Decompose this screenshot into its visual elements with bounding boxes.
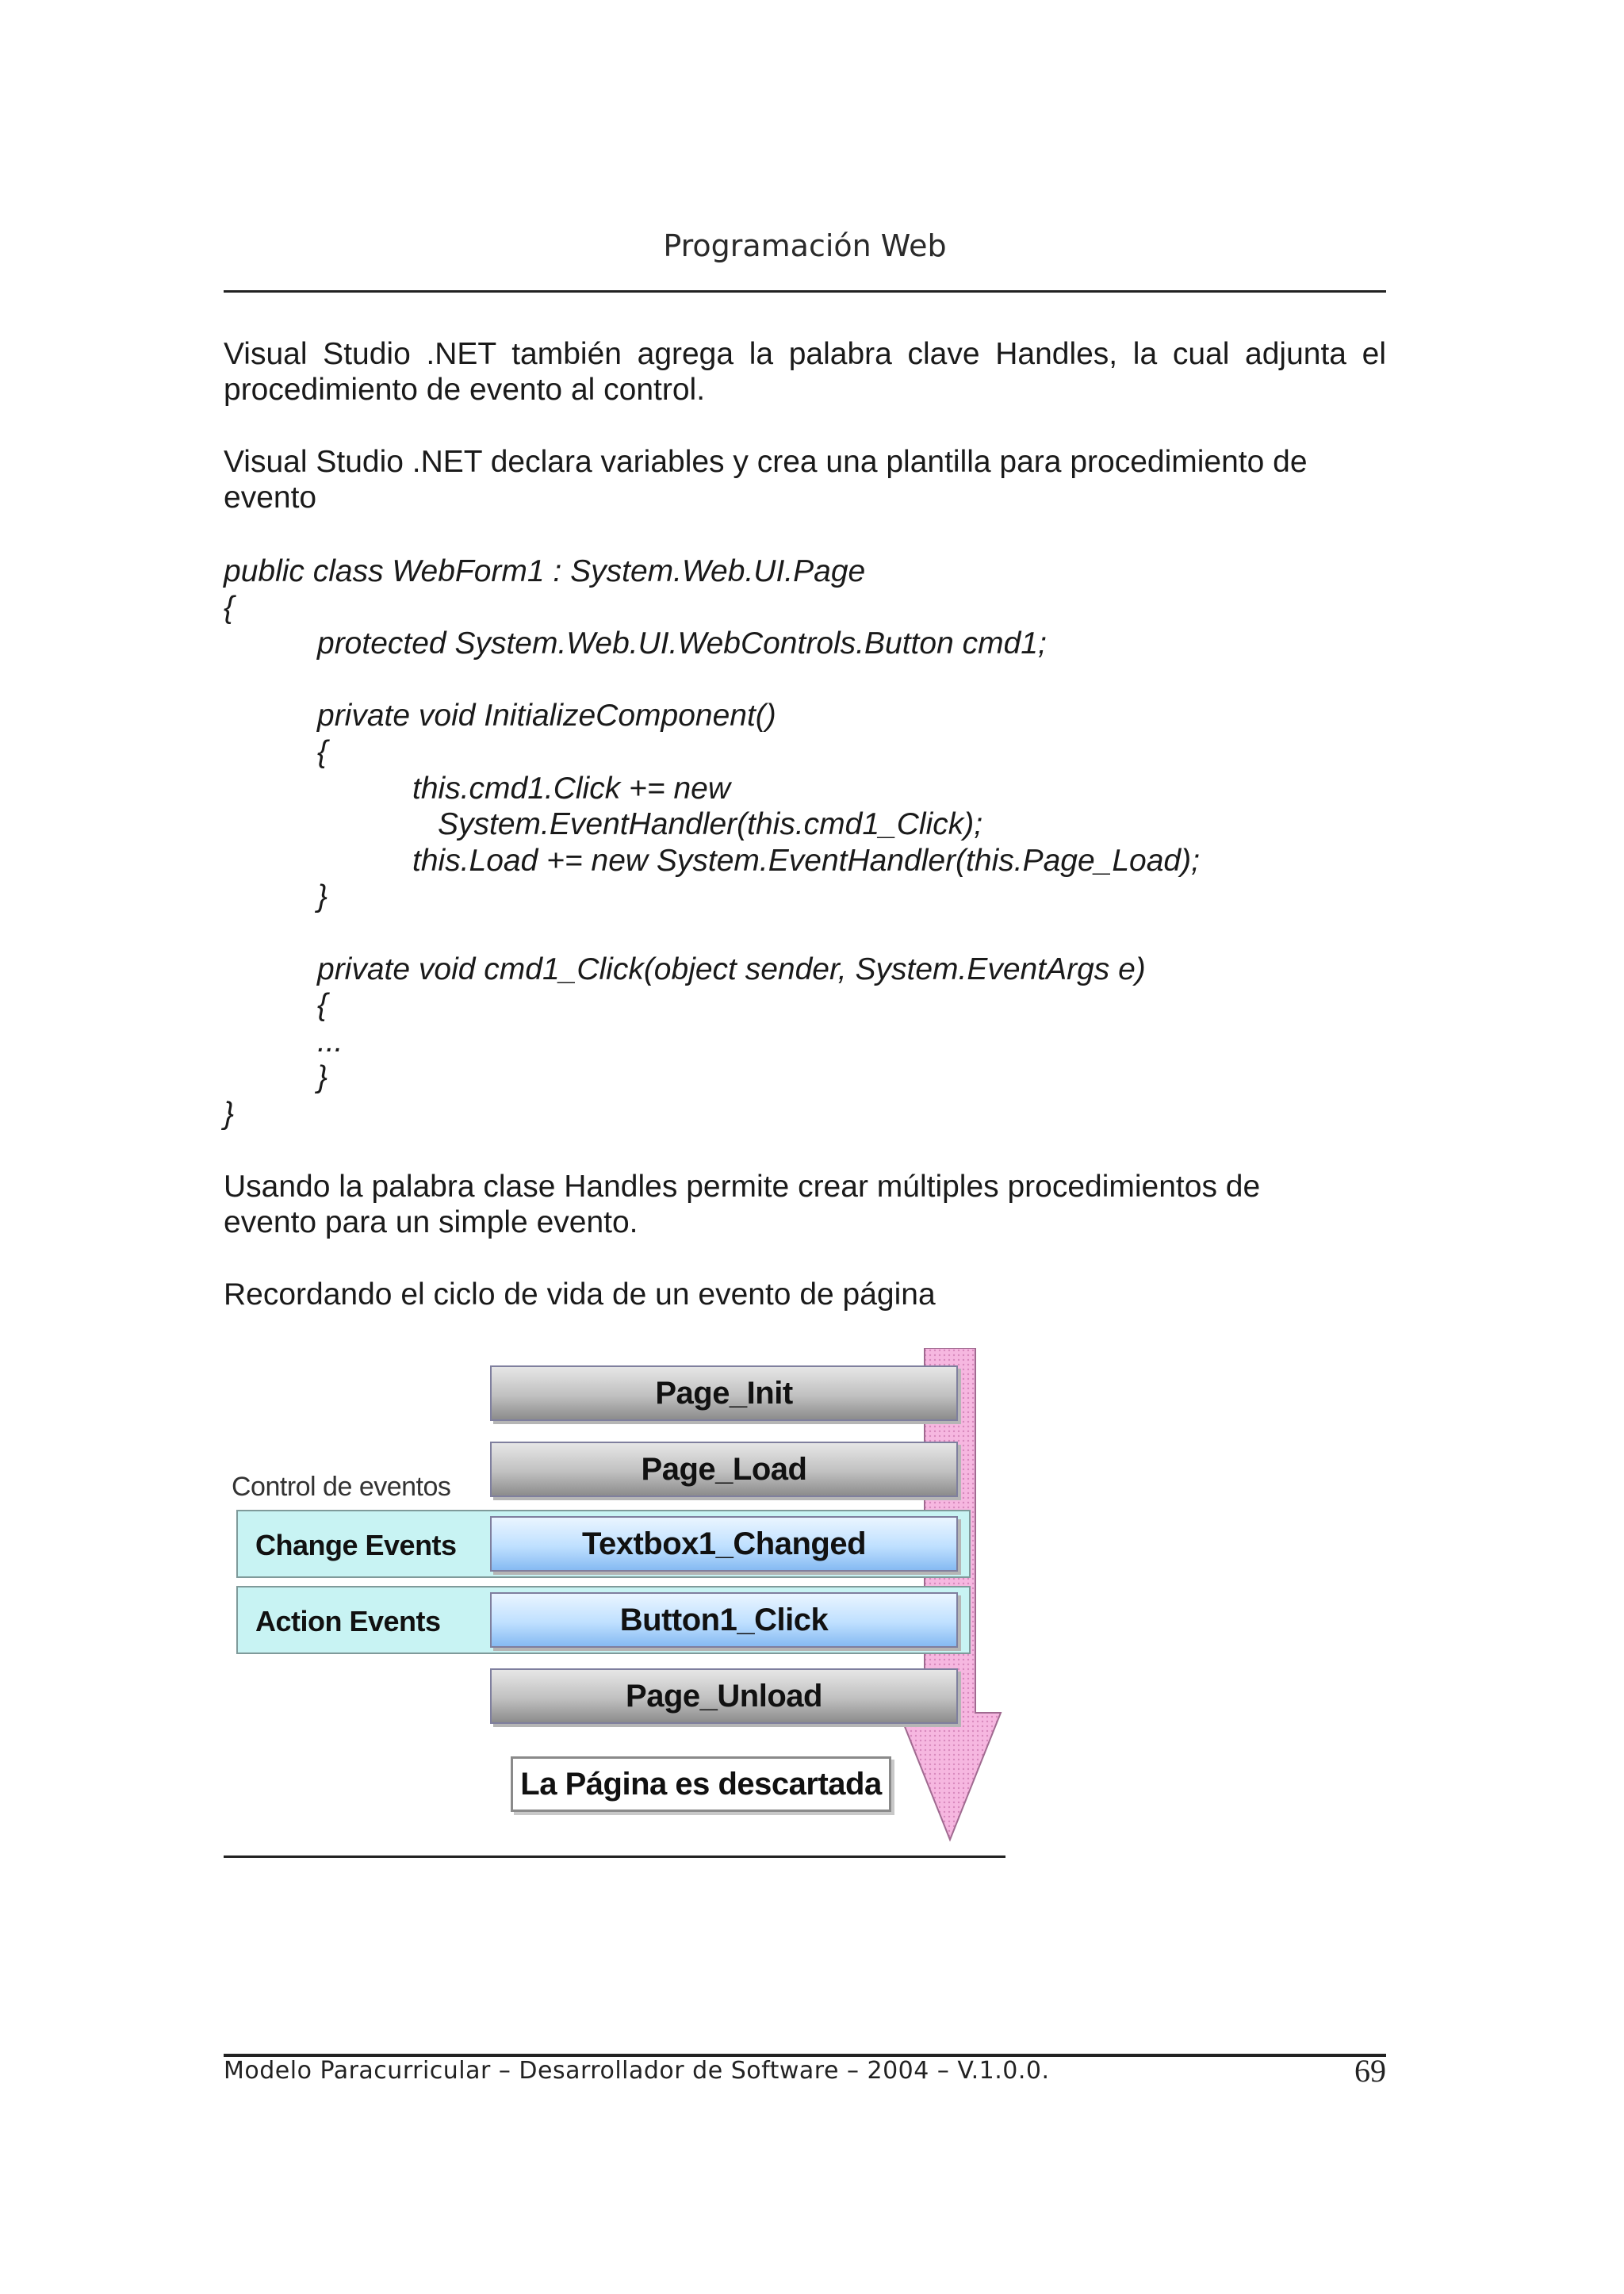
paragraph-2-line-1: Visual Studio .NET declara variables y crea una plantilla para procedimiento de <box>224 445 1308 479</box>
band-label-change-events: Change Events <box>255 1529 457 1561</box>
code-listing <box>224 553 1386 1132</box>
page-lifecycle-diagram <box>224 1348 1017 1855</box>
stage-button1-click: Button1_Click <box>490 1592 958 1648</box>
code-line: this.Load += new System.EventHandler(this.Page_Load); <box>412 843 1200 878</box>
stage-page-load: Page_Load <box>490 1442 958 1497</box>
page-number: 69 <box>1354 2053 1386 2089</box>
stage-page-unload: Page_Unload <box>490 1668 958 1724</box>
paragraph-3-line-2: evento para un simple evento. <box>224 1205 638 1239</box>
paragraph-4: Recordando el ciclo de vida de un evento de página <box>224 1277 936 1312</box>
stage-page-init: Page_Init <box>490 1365 958 1421</box>
code-line: public class WebForm1 : System.Web.UI.Page <box>224 554 866 588</box>
code-line: System.EventHandler(this.cmd1_Click); <box>438 807 983 842</box>
header-rule <box>224 290 1386 293</box>
stage-textbox1-changed: Textbox1_Changed <box>490 1516 958 1572</box>
code-line: { <box>317 734 328 769</box>
diagram-rule <box>224 1855 1005 1858</box>
footer-text: Modelo Paracurricular – Desarrollador de Software – 2004 – V.1.0.0. <box>224 2057 1050 2085</box>
code-line: this.cmd1.Click += new <box>412 771 730 806</box>
paragraph-1-line-1: Visual Studio .NET también agrega la palabra clave Handles, la cual adjunta el <box>224 337 1386 371</box>
code-line: { <box>224 590 235 625</box>
code-line: private void cmd1_Click(object sender, System.EventArgs e) <box>317 952 1146 986</box>
code-line: } <box>224 1096 235 1131</box>
page-discarded-box: La Página es descartada <box>511 1756 891 1812</box>
band-label-action-events: Action Events <box>255 1605 441 1637</box>
running-header: Programación Web <box>663 228 947 263</box>
paragraph-1-line-2: procedimiento de evento al control. <box>224 373 706 407</box>
code-line <box>224 662 1386 699</box>
control-events-label: Control de eventos <box>232 1472 451 1502</box>
code-line: } <box>317 879 328 914</box>
code-line: { <box>317 988 328 1023</box>
code-line <box>224 915 1386 952</box>
code-line: ... <box>317 1024 343 1059</box>
code-line: private void InitializeComponent() <box>317 699 776 733</box>
paragraph-2-line-2: evento <box>224 481 317 515</box>
paragraph-3-line-1: Usando la palabra clase Handles permite crear múltiples procedimientos de <box>224 1170 1261 1204</box>
code-line: } <box>317 1060 328 1095</box>
code-line: protected System.Web.UI.WebControls.Button cmd1; <box>317 626 1047 661</box>
